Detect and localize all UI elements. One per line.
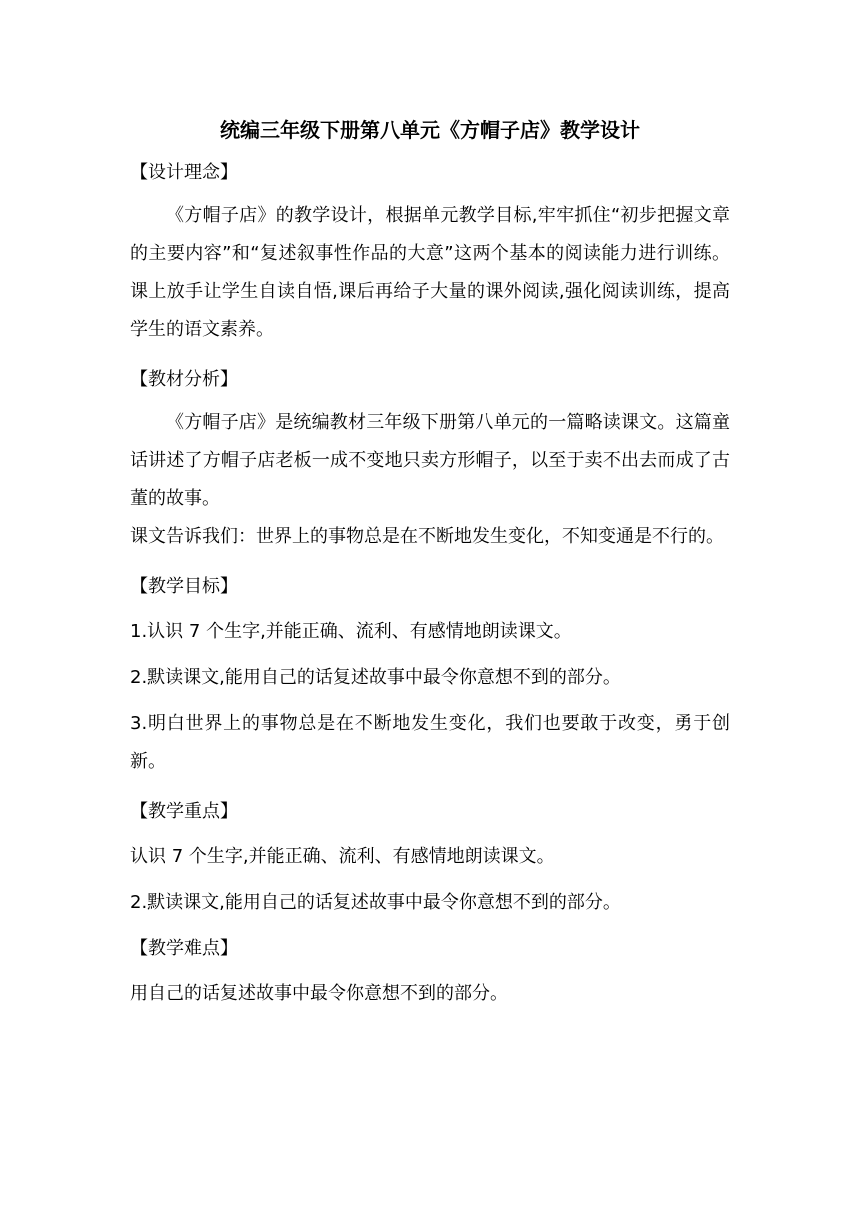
teaching-goal-item-1: 1.认识 7 个生字,并能正确、流利、有感情地朗读课文。	[130, 621, 572, 642]
section-heading-teaching-goals: 【教学目标】	[130, 576, 238, 597]
teaching-focus-item-2: 2.默读课文,能用自己的话复述故事中最令你意想不到的部分。	[130, 892, 621, 913]
teaching-difficulty-item-1: 用自己的话复述故事中最令你意想不到的部分。	[130, 983, 508, 1004]
section-heading-design-concept: 【设计理念】	[130, 162, 238, 183]
section-heading-teaching-difficulty: 【教学难点】	[130, 938, 238, 959]
teaching-goal-item-3: 3.明白世界上的事物总是在不断地发生变化，我们也要敢于改变，勇于创新。	[130, 713, 730, 772]
section-heading-teaching-focus: 【教学重点】	[130, 801, 238, 822]
teaching-focus-item-1: 认识 7 个生字,并能正确、流利、有感情地朗读课文。	[130, 846, 555, 867]
teaching-goal-item-2: 2.默读课文,能用自己的话复述故事中最令你意想不到的部分。	[130, 667, 621, 688]
material-analysis-paragraph-2: 课文告诉我们：世界上的事物总是在不断地发生变化，不知变通是不行的。	[130, 526, 724, 547]
document-title: 统编三年级下册第八单元《方帽子店》教学设计	[220, 118, 640, 142]
material-analysis-paragraph-1: 《方帽子店》是统编教材三年级下册第八单元的一篇略读课文。这篇童话讲述了方帽子店老板一成不变地只卖方形帽子，以至于卖不出去而成了古董的故事。	[130, 412, 730, 509]
section-heading-material-analysis: 【教材分析】	[130, 369, 238, 390]
design-concept-paragraph: 《方帽子店》的教学设计，根据单元教学目标,牢牢抓住“初步把握文章的主要内容”和“复述叙事性作品的大意”这两个基本的阅读能力进行训练。课上放手让学生自读自悟,课后再给子大量的课外阅读,强化阅读训练，提高学生的语文素养。	[130, 205, 730, 340]
